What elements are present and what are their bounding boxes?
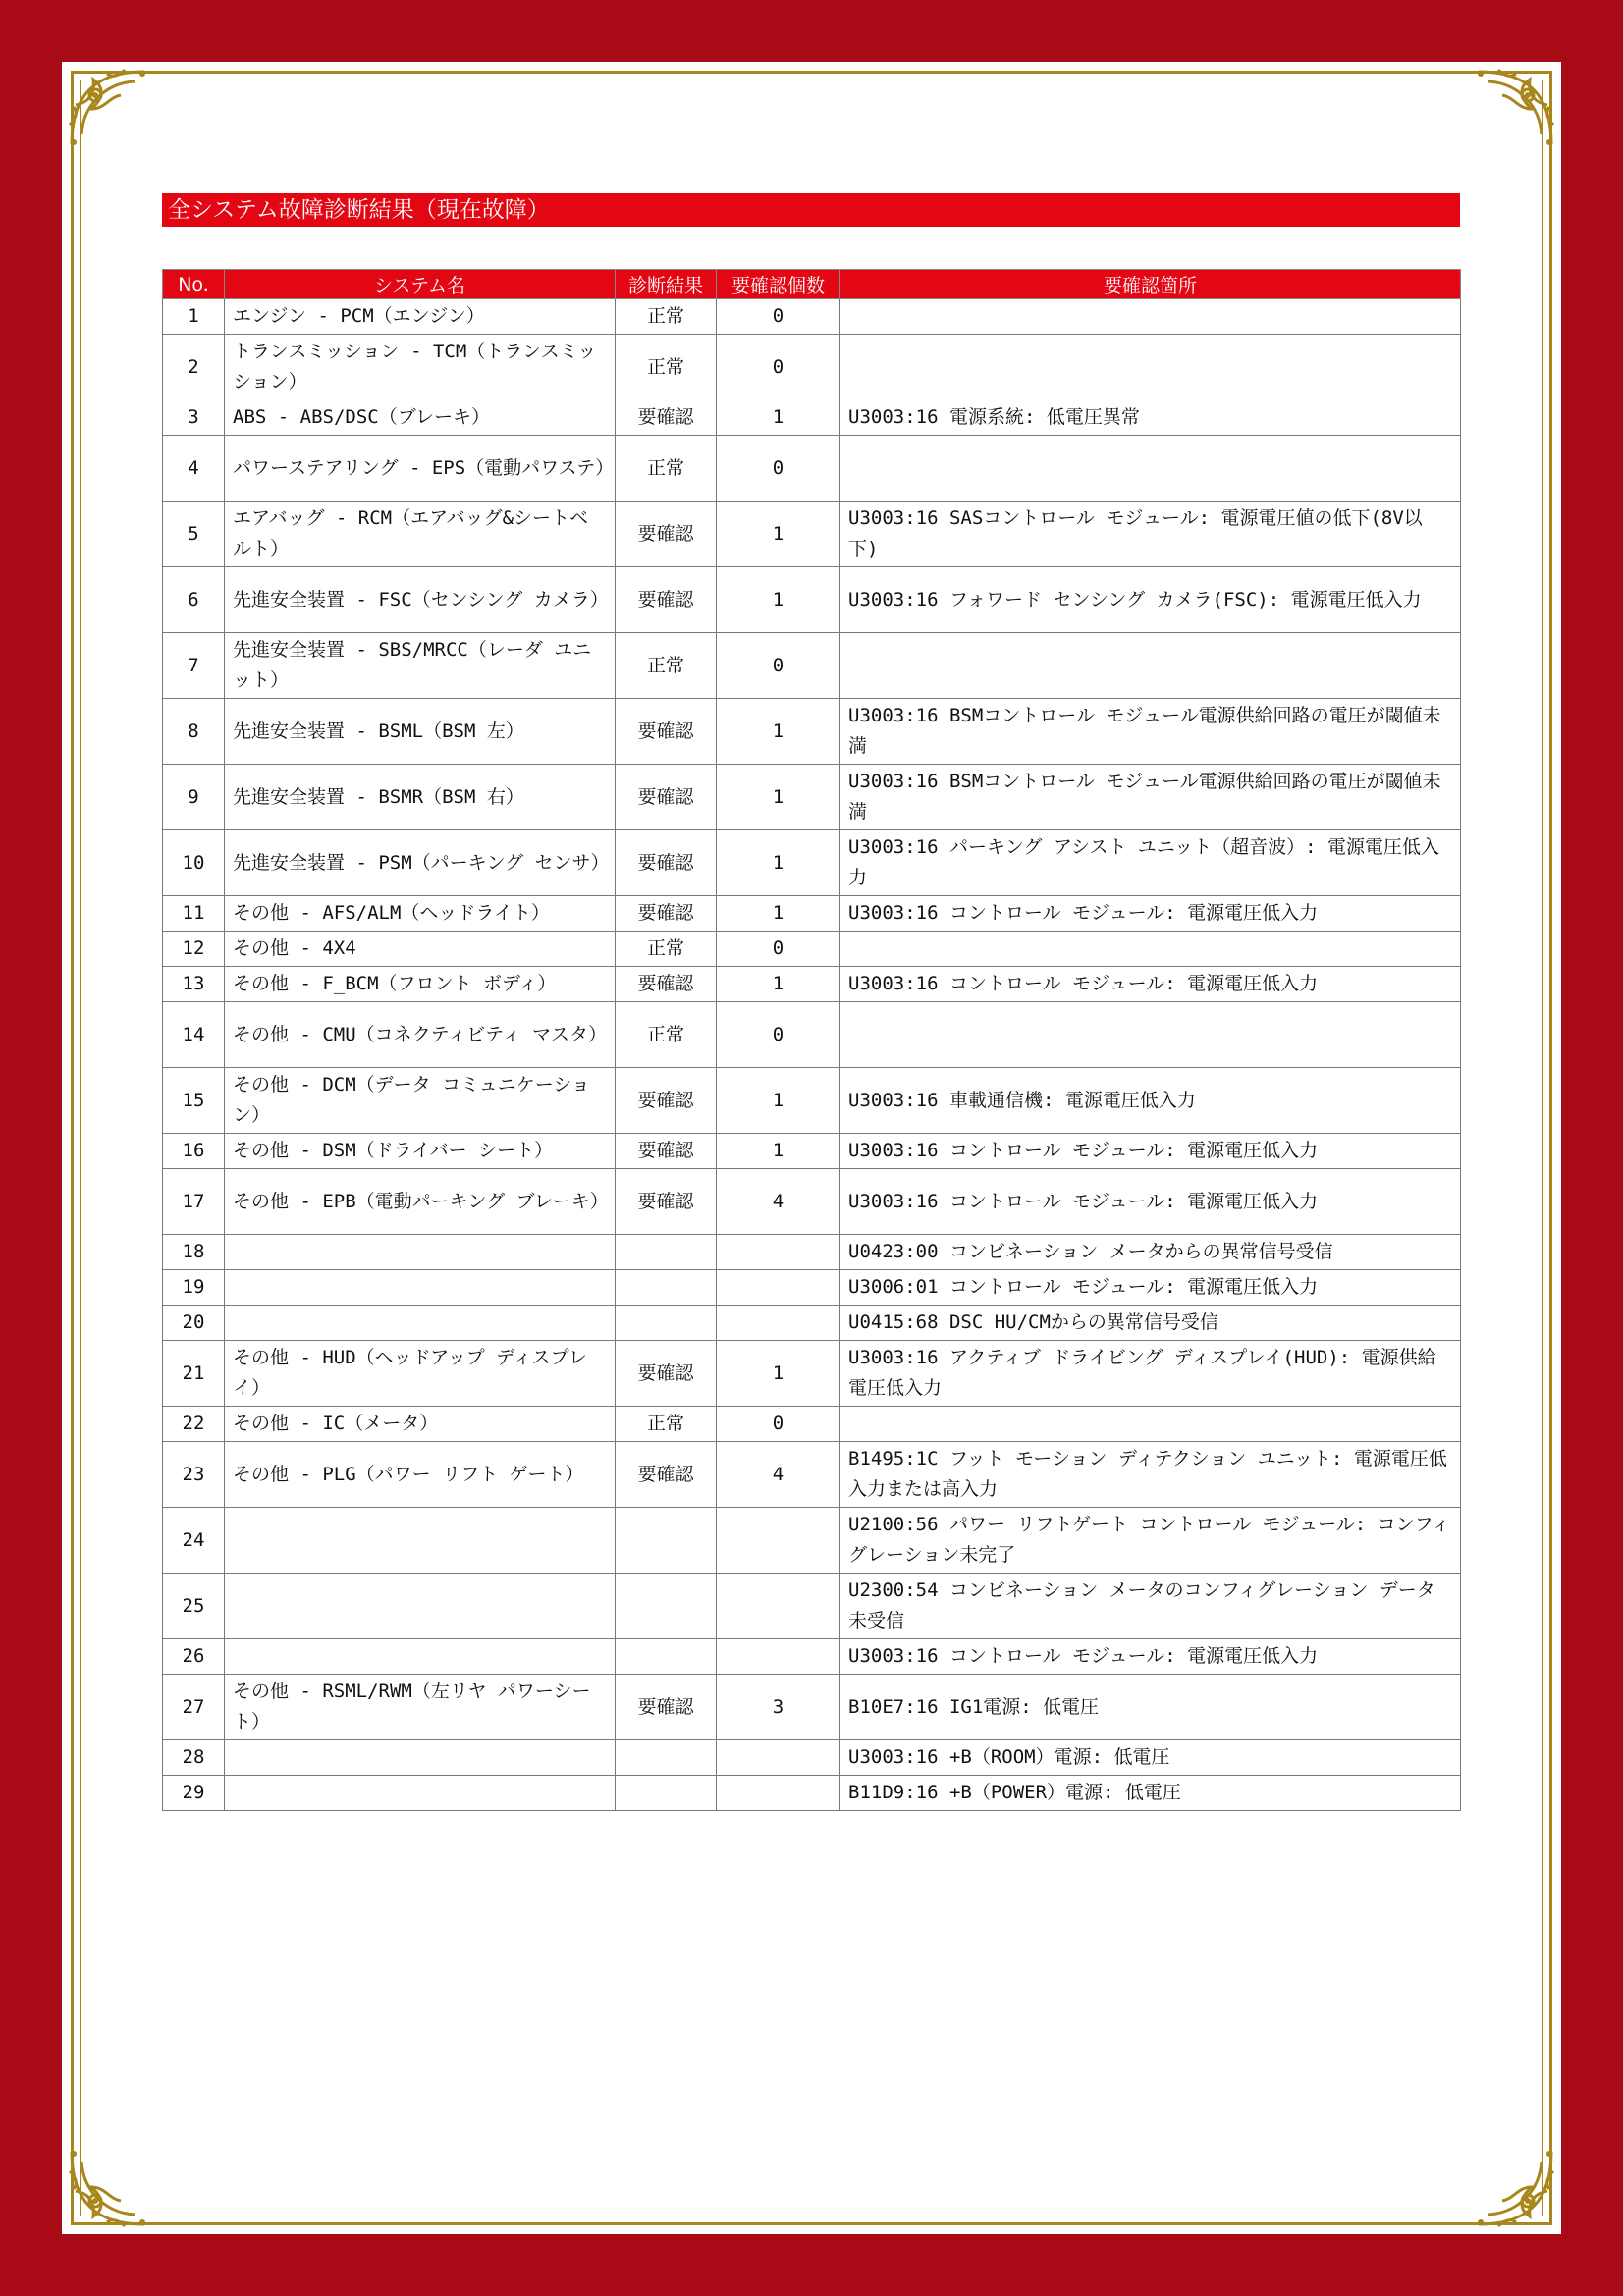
- cell-system: 先進安全装置 - FSC（センシング カメラ）: [225, 567, 616, 633]
- header-result: 診断結果: [616, 270, 717, 299]
- cell-count: 3: [717, 1675, 840, 1740]
- cell-count: 1: [717, 1068, 840, 1134]
- cell-detail: U3003:16 SASコントロール モジュール: 電源電圧値の低下(8V以下): [840, 502, 1461, 567]
- cell-no: 26: [163, 1639, 225, 1675]
- cell-no: 6: [163, 567, 225, 633]
- cell-no: 27: [163, 1675, 225, 1740]
- cell-result: [616, 1776, 717, 1811]
- cell-no: 4: [163, 436, 225, 502]
- cell-detail: [840, 1407, 1461, 1442]
- cell-detail: U2300:54 コンビネーション メータのコンフィグレーション データ未受信: [840, 1574, 1461, 1639]
- cell-result: 要確認: [616, 1134, 717, 1169]
- table-row: [163, 400, 1461, 436]
- cell-result: 要確認: [616, 400, 717, 436]
- cell-system: [225, 1270, 616, 1306]
- cell-no: 2: [163, 335, 225, 400]
- cell-no: 8: [163, 699, 225, 765]
- cell-result: 要確認: [616, 567, 717, 633]
- cell-no: 19: [163, 1270, 225, 1306]
- cell-result: 要確認: [616, 502, 717, 567]
- cell-no: 28: [163, 1740, 225, 1776]
- report-page: [62, 62, 1561, 2234]
- cell-result: 要確認: [616, 699, 717, 765]
- cell-detail: U3003:16 パーキング アシスト ユニット（超音波）: 電源電圧低入力: [840, 830, 1461, 896]
- cell-result: 正常: [616, 633, 717, 699]
- cell-count: 0: [717, 1407, 840, 1442]
- table-row: [163, 765, 1461, 830]
- cell-no: 3: [163, 400, 225, 436]
- cell-no: 17: [163, 1169, 225, 1235]
- cell-count: [717, 1740, 840, 1776]
- cell-detail: [840, 299, 1461, 335]
- cell-count: 1: [717, 967, 840, 1002]
- cell-detail: U3003:16 +B（ROOM）電源: 低電圧: [840, 1740, 1461, 1776]
- diagnosis-table: [162, 269, 1461, 1811]
- cell-result: 要確認: [616, 967, 717, 1002]
- cell-detail: B10E7:16 IG1電源: 低電圧: [840, 1675, 1461, 1740]
- table-row: [163, 1068, 1461, 1134]
- cell-detail: U3003:16 コントロール モジュール: 電源電圧低入力: [840, 1639, 1461, 1675]
- cell-result: [616, 1639, 717, 1675]
- cell-result: [616, 1574, 717, 1639]
- corner-ornament-icon: [1473, 66, 1557, 150]
- cell-detail: [840, 932, 1461, 967]
- table-row: [163, 1407, 1461, 1442]
- cell-count: [717, 1639, 840, 1675]
- cell-no: 13: [163, 967, 225, 1002]
- cell-system: [225, 1235, 616, 1270]
- table-row: [163, 299, 1461, 335]
- report-title: 全システム故障診断結果（現在故障）: [162, 193, 1460, 227]
- header-no: No.: [163, 270, 225, 299]
- cell-count: 1: [717, 1341, 840, 1407]
- cell-result: 要確認: [616, 1442, 717, 1508]
- cell-detail: B1495:1C フット モーション ディテクション ユニット: 電源電圧低入力または高入力: [840, 1442, 1461, 1508]
- cell-no: 5: [163, 502, 225, 567]
- cell-no: 16: [163, 1134, 225, 1169]
- cell-system: [225, 1508, 616, 1574]
- cell-system: [225, 1776, 616, 1811]
- cell-system: エンジン - PCM（エンジン）: [225, 299, 616, 335]
- cell-count: 1: [717, 765, 840, 830]
- cell-count: 0: [717, 633, 840, 699]
- cell-count: 1: [717, 699, 840, 765]
- cell-detail: U3003:16 車載通信機: 電源電圧低入力: [840, 1068, 1461, 1134]
- table-row: [163, 436, 1461, 502]
- cell-count: 4: [717, 1169, 840, 1235]
- cell-detail: [840, 436, 1461, 502]
- cell-count: 0: [717, 932, 840, 967]
- cell-no: 15: [163, 1068, 225, 1134]
- cell-count: [717, 1270, 840, 1306]
- cell-system: エアバッグ - RCM（エアバッグ&シートベルト）: [225, 502, 616, 567]
- cell-system: その他 - HUD（ヘッドアップ ディスプレイ）: [225, 1341, 616, 1407]
- cell-system: [225, 1574, 616, 1639]
- cell-system: [225, 1639, 616, 1675]
- cell-result: 要確認: [616, 1169, 717, 1235]
- table-row: [163, 896, 1461, 932]
- table-row: [163, 967, 1461, 1002]
- cell-result: 要確認: [616, 1675, 717, 1740]
- cell-count: 1: [717, 896, 840, 932]
- table-row: [163, 1341, 1461, 1407]
- cell-result: 要確認: [616, 765, 717, 830]
- cell-no: 14: [163, 1002, 225, 1068]
- cell-system: その他 - IC（メータ）: [225, 1407, 616, 1442]
- cell-detail: U3003:16 電源系統: 低電圧異常: [840, 400, 1461, 436]
- cell-system: その他 - 4X4: [225, 932, 616, 967]
- cell-detail: U3003:16 アクティブ ドライビング ディスプレイ(HUD): 電源供給電圧低入力: [840, 1341, 1461, 1407]
- cell-result: 正常: [616, 299, 717, 335]
- cell-no: 1: [163, 299, 225, 335]
- cell-detail: [840, 335, 1461, 400]
- cell-count: [717, 1306, 840, 1341]
- corner-ornament-icon: [66, 66, 150, 150]
- cell-result: 正常: [616, 436, 717, 502]
- cell-count: [717, 1574, 840, 1639]
- cell-detail: [840, 633, 1461, 699]
- cell-count: 1: [717, 400, 840, 436]
- table-row: [163, 932, 1461, 967]
- table-row: [163, 830, 1461, 896]
- table-row: [163, 1235, 1461, 1270]
- cell-count: [717, 1235, 840, 1270]
- cell-detail: U3003:16 フォワード センシング カメラ(FSC): 電源電圧低入力: [840, 567, 1461, 633]
- cell-count: 1: [717, 830, 840, 896]
- cell-detail: U3003:16 BSMコントロール モジュール電源供給回路の電圧が閾値未満: [840, 765, 1461, 830]
- cell-result: [616, 1270, 717, 1306]
- cell-no: 11: [163, 896, 225, 932]
- cell-no: 29: [163, 1776, 225, 1811]
- cell-result: 正常: [616, 1407, 717, 1442]
- cell-detail: U3003:16 BSMコントロール モジュール電源供給回路の電圧が閾値未満: [840, 699, 1461, 765]
- table-row: [163, 1270, 1461, 1306]
- header-count: 要確認個数: [717, 270, 840, 299]
- cell-no: 7: [163, 633, 225, 699]
- cell-result: 正常: [616, 335, 717, 400]
- cell-no: 25: [163, 1574, 225, 1639]
- cell-result: 要確認: [616, 1341, 717, 1407]
- cell-detail: B11D9:16 +B（POWER）電源: 低電圧: [840, 1776, 1461, 1811]
- corner-ornament-icon: [66, 2146, 150, 2230]
- cell-system: [225, 1306, 616, 1341]
- cell-detail: U3003:16 コントロール モジュール: 電源電圧低入力: [840, 896, 1461, 932]
- cell-result: [616, 1235, 717, 1270]
- cell-no: 18: [163, 1235, 225, 1270]
- cell-result: [616, 1306, 717, 1341]
- table-row: [163, 1169, 1461, 1235]
- table-row: [163, 1574, 1461, 1639]
- cell-system: その他 - PLG（パワー リフト ゲート）: [225, 1442, 616, 1508]
- cell-system: [225, 1740, 616, 1776]
- cell-no: 23: [163, 1442, 225, 1508]
- cell-result: [616, 1740, 717, 1776]
- cell-detail: U3003:16 コントロール モジュール: 電源電圧低入力: [840, 1169, 1461, 1235]
- cell-detail: [840, 1002, 1461, 1068]
- cell-result: 正常: [616, 932, 717, 967]
- table-row: [163, 335, 1461, 400]
- cell-no: 12: [163, 932, 225, 967]
- cell-system: その他 - RSML/RWM（左リヤ パワーシート）: [225, 1675, 616, 1740]
- cell-no: 9: [163, 765, 225, 830]
- cell-system: その他 - DSM（ドライバー シート）: [225, 1134, 616, 1169]
- cell-no: 10: [163, 830, 225, 896]
- header-detail: 要確認箇所: [840, 270, 1461, 299]
- table-row: [163, 1639, 1461, 1675]
- cell-count: [717, 1776, 840, 1811]
- cell-count: 0: [717, 335, 840, 400]
- cell-detail: U2100:56 パワー リフトゲート コントロール モジュール: コンフィグレーション未完了: [840, 1508, 1461, 1574]
- cell-system: ABS - ABS/DSC（ブレーキ）: [225, 400, 616, 436]
- cell-detail: U0415:68 DSC HU/CMからの異常信号受信: [840, 1306, 1461, 1341]
- cell-system: 先進安全装置 - BSML（BSM 左）: [225, 699, 616, 765]
- cell-result: 要確認: [616, 830, 717, 896]
- table-row: [163, 1508, 1461, 1574]
- cell-system: その他 - DCM（データ コミュニケーション）: [225, 1068, 616, 1134]
- table-row: [163, 699, 1461, 765]
- table-row: [163, 1442, 1461, 1508]
- table-row: [163, 567, 1461, 633]
- cell-detail: U3006:01 コントロール モジュール: 電源電圧低入力: [840, 1270, 1461, 1306]
- cell-system: 先進安全装置 - PSM（パーキング センサ）: [225, 830, 616, 896]
- cell-count: 1: [717, 567, 840, 633]
- cell-system: その他 - F_BCM（フロント ボディ）: [225, 967, 616, 1002]
- cell-system: その他 - AFS/ALM（ヘッドライト）: [225, 896, 616, 932]
- cell-no: 24: [163, 1508, 225, 1574]
- cell-system: トランスミッション - TCM（トランスミッション）: [225, 335, 616, 400]
- cell-detail: U0423:00 コンビネーション メータからの異常信号受信: [840, 1235, 1461, 1270]
- cell-no: 21: [163, 1341, 225, 1407]
- cell-count: 1: [717, 502, 840, 567]
- cell-no: 20: [163, 1306, 225, 1341]
- cell-count: 1: [717, 1134, 840, 1169]
- cell-count: 0: [717, 299, 840, 335]
- corner-ornament-icon: [1473, 2146, 1557, 2230]
- table-row: [163, 1776, 1461, 1811]
- table-row: [163, 633, 1461, 699]
- cell-system: その他 - EPB（電動パーキング ブレーキ）: [225, 1169, 616, 1235]
- table-row: [163, 1740, 1461, 1776]
- table-row: [163, 1306, 1461, 1341]
- cell-count: 0: [717, 1002, 840, 1068]
- cell-result: 要確認: [616, 896, 717, 932]
- cell-count: 4: [717, 1442, 840, 1508]
- table-row: [163, 1134, 1461, 1169]
- cell-count: [717, 1508, 840, 1574]
- cell-result: [616, 1508, 717, 1574]
- cell-system: その他 - CMU（コネクティビティ マスタ）: [225, 1002, 616, 1068]
- cell-count: 0: [717, 436, 840, 502]
- cell-system: パワーステアリング - EPS（電動パワステ）: [225, 436, 616, 502]
- cell-no: 22: [163, 1407, 225, 1442]
- table-row: [163, 1675, 1461, 1740]
- cell-result: 正常: [616, 1002, 717, 1068]
- table-row: [163, 502, 1461, 567]
- table-header-row: [163, 270, 1461, 299]
- table-row: [163, 1002, 1461, 1068]
- header-system-name: システム名: [225, 270, 616, 299]
- cell-detail: U3003:16 コントロール モジュール: 電源電圧低入力: [840, 1134, 1461, 1169]
- cell-system: 先進安全装置 - BSMR（BSM 右）: [225, 765, 616, 830]
- cell-system: 先進安全装置 - SBS/MRCC（レーダ ユニット）: [225, 633, 616, 699]
- cell-result: 要確認: [616, 1068, 717, 1134]
- cell-detail: U3003:16 コントロール モジュール: 電源電圧低入力: [840, 967, 1461, 1002]
